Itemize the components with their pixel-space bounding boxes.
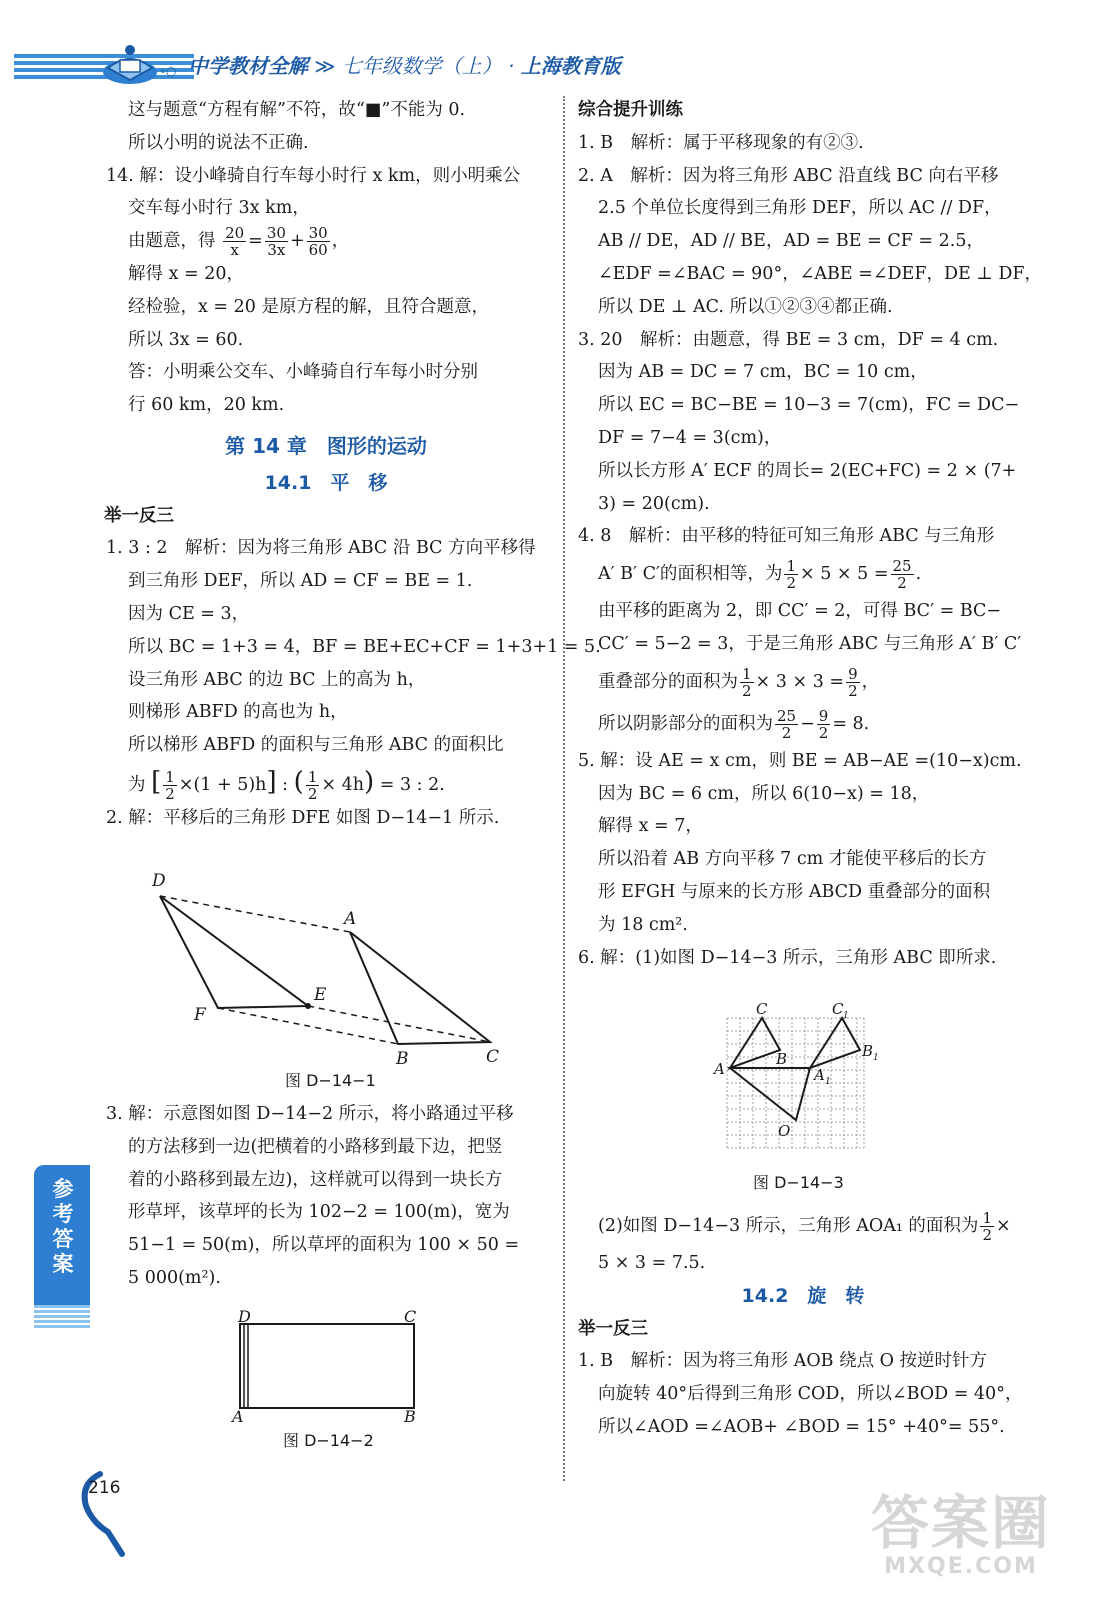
label-c: C (404, 1307, 417, 1326)
text-line: 1. B 解析：因为将三角形 AOB 绕点 O 按逆时针方 (578, 1351, 988, 1372)
figure-d-14-1 (140, 868, 520, 1068)
text-line: 2.5 个单位长度得到三角形 DEF，所以 AC // DF， (598, 198, 1002, 219)
text-line: 1. B 解析：属于平移现象的有②③. (578, 132, 864, 153)
text-line: 则梯形 ABFD 的高也为 h， (128, 702, 348, 723)
header-dot: · (508, 54, 515, 78)
label-a: A (344, 909, 357, 929)
triangle-aoa1 (730, 1068, 810, 1120)
text-line: 3. 解：示意图如图 D−14−2 所示，将小路通过平移 (106, 1104, 514, 1124)
svg-text:1: 1 (873, 1053, 879, 1063)
text-line: 解得 x = 7， (598, 816, 703, 837)
text-line: 51−1 = 50(m)，所以草坪的面积为 100 × 50 = (128, 1235, 520, 1256)
book-subtitle: 七年级数学（上） (341, 54, 502, 78)
equation-line: 由题意，得 $\frac{20}{x}$ = $\frac{30}{3x}$ + $\frac{30}{60}$ ， (128, 224, 350, 260)
text-line: 所以 DE ⊥ AC. 所以①②③④都正确. (598, 296, 893, 317)
text-line: 5 × 3 = 7.5. (598, 1253, 706, 1273)
text-line: 交车每小时行 3x km， (128, 198, 310, 219)
label-a: A (232, 1407, 244, 1426)
text-line: 解得 x = 20， (128, 263, 244, 284)
side-tab-answers (34, 1165, 90, 1330)
label-a: A (714, 1060, 725, 1078)
left-column-lower (106, 1098, 546, 1295)
fraction: $\frac{30}{3x}$ (266, 224, 286, 260)
svg-text:1: 1 (843, 1011, 849, 1021)
column-divider (563, 96, 565, 1481)
label-o: O (778, 1122, 791, 1140)
text-line: 设三角形 ABC 的边 BC 上的高为 h， (128, 669, 426, 690)
equation-line: (2)如图 D−14−3 所示，三角形 AOA₁ 的面积为 $\frac{1}{2}$ × (598, 1209, 1011, 1244)
text-line: 所以梯形 ABFD 的面积与三角形 ABC 的面积比 (128, 735, 504, 756)
header-separator: ≫ (314, 54, 336, 78)
text-line: 2. A 解析：因为将三角形 ABC 沿直线 BC 向右平移 (578, 165, 999, 186)
text-line: 14. 解：设小峰骑自行车每小时行 x km，则小明乘公 (106, 165, 521, 186)
label-c1: C (832, 1000, 844, 1018)
chapter-heading: 第 14 章 图形的运动 (225, 433, 427, 458)
subsection-heading: 举一反三 (104, 505, 174, 526)
text-line: 形草坪，该草坪的长为 102−2 = 100(m)，宽为 (128, 1202, 510, 1223)
equation-line: 为 [ $\frac{1}{2}$ ×(1 + 5)h] : ( $\frac{1}{2}$ × 4h) = 3 : 2. (128, 766, 445, 803)
label-b: B (404, 1407, 416, 1426)
triangle-dfe (160, 896, 308, 1008)
text-line: 为 18 cm². (598, 914, 688, 935)
text-line: 着的小路移到最左边)，这样就可以得到一块长方 (128, 1169, 503, 1190)
text-line: 的方法移到一边(把横着的小路移到最下边，把竖 (128, 1136, 503, 1157)
side-tab-label: 参考答案 (52, 1177, 74, 1276)
svg-text:1: 1 (825, 1077, 831, 1087)
text-line: 所以小明的说法不正确. (128, 132, 309, 153)
text-line: 因为 AB = DC = 7 cm，BC = 10 cm， (598, 362, 928, 383)
fraction: $\frac{30}{60}$ (308, 224, 328, 260)
text-line: 所以 EC = BC−BE = 10−3 = 7(cm)，FC = DC− (598, 395, 1020, 416)
book-title: 中学教材全解 (188, 54, 308, 78)
book-logo-icon (100, 42, 160, 86)
right-column-lower (578, 1205, 1028, 1444)
label-c: C (486, 1047, 500, 1067)
equation-line: 重叠部分的面积为 $\frac{1}{2}$ × 3 × 3 = $\frac{9}{2}$ ， (598, 664, 880, 700)
text-line: 5 000(m²). (128, 1267, 221, 1288)
label-c: C (756, 1000, 768, 1018)
text-line: 4. 8 解析：由平移的特征可知三角形 ABC 与三角形 (578, 526, 995, 547)
text-line: 因为 CE = 3， (128, 603, 250, 624)
label-b1: B (862, 1042, 874, 1060)
label-a1: A (814, 1066, 825, 1084)
text-line: 所以∠AOD =∠AOB+ ∠BOD = 15° +40°= 55°. (598, 1416, 1005, 1437)
figure-caption: 图 D−14−1 (285, 1071, 376, 1090)
label-d: D (152, 871, 166, 891)
text-line: 行 60 km，20 km. (128, 395, 285, 416)
equation-prefix: 由题意，得 (128, 231, 216, 252)
right-column (578, 94, 1043, 974)
equation-line: A′ B′ C′的面积相等，为 $\frac{1}{2}$ × 5 × 5 = $\frac{25}{2}$ . (598, 557, 922, 593)
text-line: 6. 解：(1)如图 D−14−3 所示，三角形 ABC 即所求. (578, 947, 997, 968)
label-f: F (194, 1005, 206, 1025)
section-heading: 14.1 平 移 (264, 471, 388, 494)
section-heading: 14.2 旋 转 (741, 1284, 865, 1307)
text-line: CC′ = 5−2 = 3，于是三角形 ABC 与三角形 A′ B′ C′ (598, 633, 1022, 654)
text-line: 答：小明乘公交车、小峰骑自行车每小时分别 (128, 362, 478, 383)
watermark-logo: 答案圈 MXQE.COM (870, 1489, 1051, 1579)
text-line: 因为 BC = 6 cm，所以 6(10−x) = 18， (598, 783, 930, 804)
label-b: B (396, 1049, 409, 1069)
page-number: 216 (88, 1478, 121, 1498)
label-e: E (314, 985, 327, 1005)
text-line: 3. 20 解析：由题意，得 BE = 3 cm，DF = 4 cm. (578, 329, 999, 350)
text-line: 2. 解：平移后的三角形 DFE 如图 D−14−1 所示. (106, 807, 500, 828)
subsection-heading: 举一反三 (578, 1318, 648, 1339)
label-d: D (238, 1307, 251, 1326)
page-header (0, 40, 1093, 90)
text-line: 形 EFGH 与原来的长方形 ABCD 重叠部分的面积 (598, 881, 991, 902)
text-line: 所以 BC = 1+3 = 4，BF = BE+EC+CF = 1+3+1 = 5. (128, 636, 601, 657)
text-line: 1. 3 : 2 解析：因为将三角形 ABC 沿 BC 方向平移得 (106, 538, 536, 559)
text-line: 到三角形 DEF，所以 AD = CF = BE = 1. (128, 571, 473, 592)
header-dots: ∘○ (160, 64, 177, 78)
text-line: 向旋转 40°后得到三角形 COD，所以∠BOD = 40°， (598, 1384, 1023, 1405)
text-line: ∠EDF =∠BAC = 90°，∠ABE =∠DEF，DE ⊥ DF， (598, 263, 1043, 284)
label-b: B (776, 1050, 788, 1068)
figure-d-14-2 (228, 1306, 428, 1426)
text-line: 由平移的距离为 2，即 CC′ = 2，可得 BC′ = BC− (598, 601, 1002, 622)
figure-caption: 图 D−14−3 (753, 1173, 844, 1192)
triangle-a1b1c1 (810, 1018, 860, 1068)
text-line: 5. 解：设 AE = x cm，则 BE = AB−AE =(10−x)cm. (578, 750, 1022, 771)
text-line: 3) = 20(cm). (598, 493, 710, 514)
section-title: 综合提升训练 (578, 100, 683, 120)
text-line: 所以长方形 A′ ECF 的周长= 2(EC+FC) = 2 × (7+ (598, 460, 1017, 481)
publisher: 上海教育版 (520, 54, 621, 78)
text-line: 这与题意“方程有解”不符，故“■”不能为 0. (128, 100, 466, 120)
text-line: 经检验，x = 20 是原方程的解，且符合题意， (128, 296, 489, 317)
left-column (104, 94, 601, 835)
text-line: DF = 7−4 = 3(cm)， (598, 427, 782, 448)
text-line: 所以 3x = 60. (128, 329, 244, 350)
triangle-abc (350, 932, 490, 1044)
text-line: AB // DE，AD // BE，AD = BE = CF = 2.5， (598, 231, 984, 252)
text-line: 所以沿着 AB 方向平移 7 cm 才能使平移后的长方 (598, 849, 987, 870)
figure-d-14-3 (712, 996, 879, 1156)
figure-caption: 图 D−14−2 (283, 1431, 374, 1450)
header-title (188, 50, 621, 79)
equation-line: 所以阴影部分的面积为 $\frac{25}{2}$ − $\frac{9}{2}$ = 8. (598, 706, 870, 742)
fraction: $\frac{20}{x}$ (225, 224, 245, 260)
triangle-abc (730, 1018, 780, 1068)
